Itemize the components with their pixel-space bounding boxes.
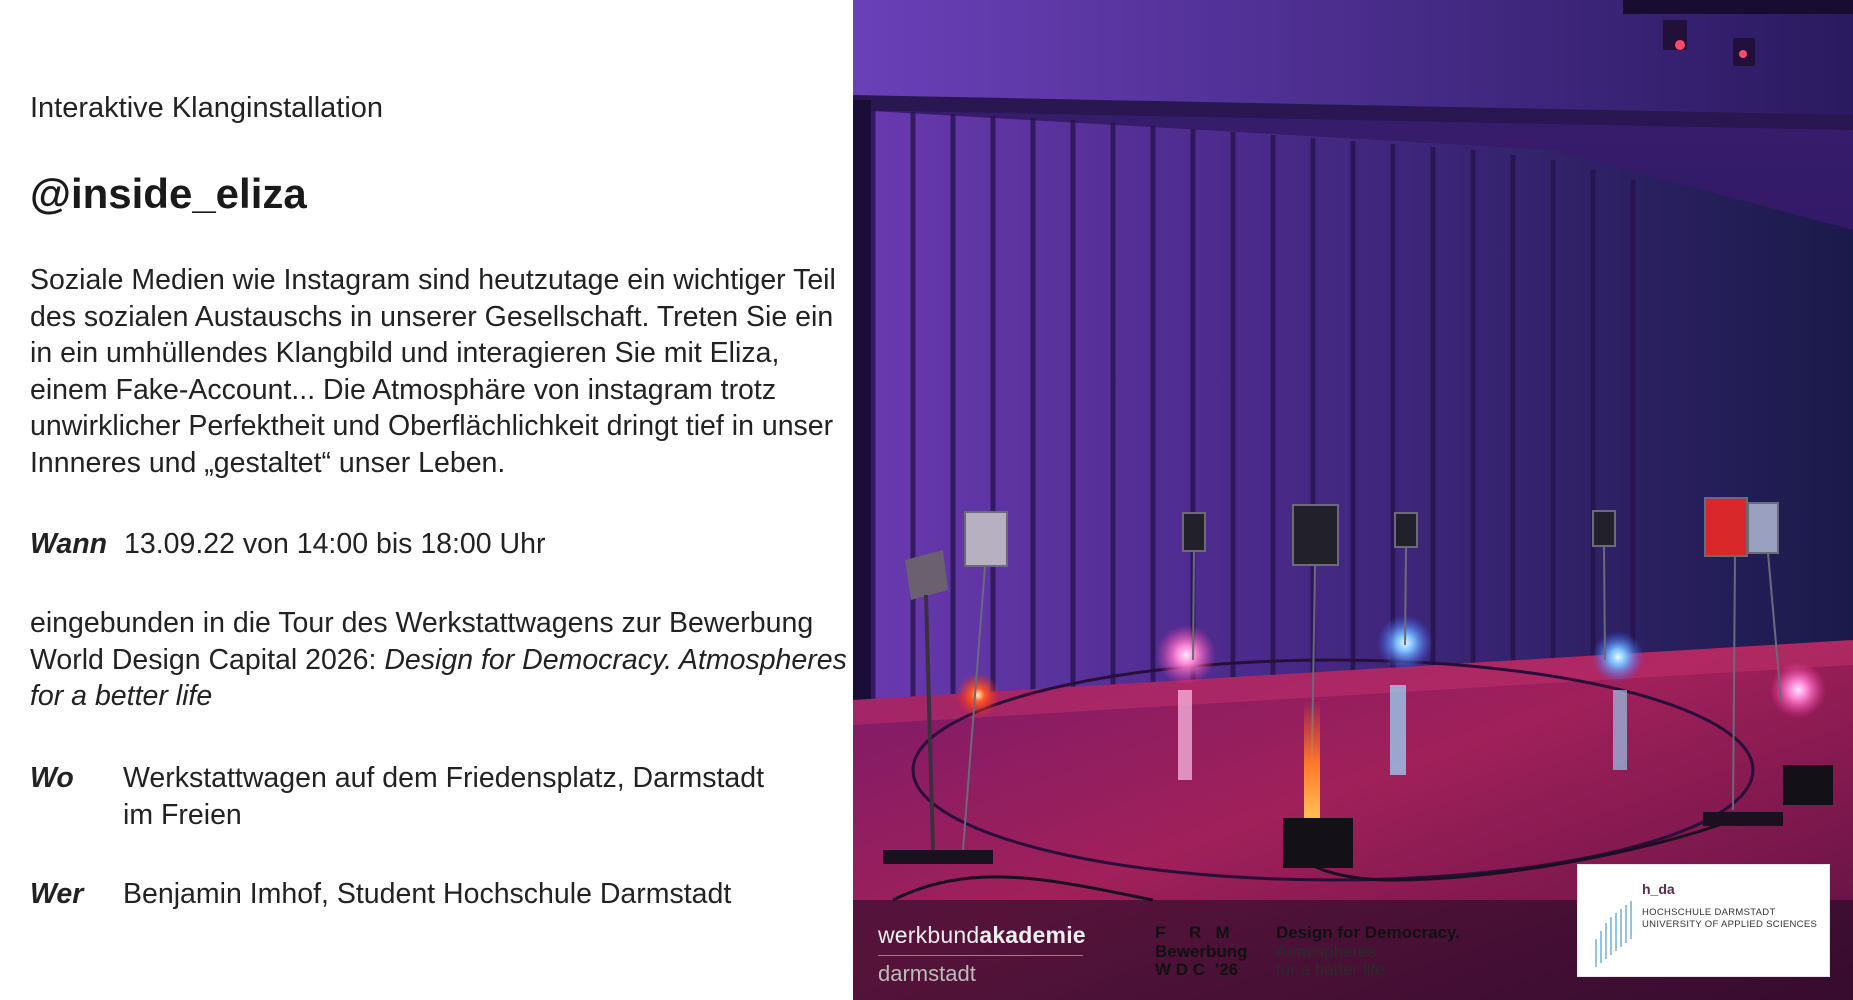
text-panel <box>0 0 853 1000</box>
akademie-text: akademie <box>979 922 1086 948</box>
tour-intro: eingebunden in die Tour des Werkstattwagens zur Bewerbung World Design Capital 2026: <box>30 607 814 676</box>
who-value: Benjamin Imhof, Student Hochschule Darmstadt <box>123 878 732 910</box>
installation-photo <box>853 0 1853 1000</box>
werkbund-city: darmstadt <box>878 961 976 986</box>
design-for-democracy-logo <box>1276 924 1460 980</box>
dfd-line1: Design for Democracy. <box>1276 923 1460 942</box>
form-wdc-logo <box>1155 924 1248 980</box>
kicker-label: Interaktive Klanginstallation <box>30 92 384 124</box>
form-row1: F R M <box>1155 923 1230 942</box>
hda-brand: h_da <box>1642 881 1675 897</box>
tour-motto: Design for Democracy. Atmospheres for a better life <box>30 643 847 712</box>
hda-logo <box>1577 864 1830 977</box>
form-row3: W D C ’26 <box>1155 960 1239 979</box>
where-line1: Werkstattwagen auf dem Friedensplatz, Darmstadt <box>123 762 764 794</box>
hda-mark-icon <box>1592 899 1636 969</box>
logo-divider <box>878 955 1083 956</box>
when-label: Wann <box>30 528 108 560</box>
werkbundakademie-logo <box>878 922 1086 987</box>
hda-name-line2: UNIVERSITY OF APPLIED SCIENCES <box>1642 919 1818 930</box>
event-description: Soziale Medien wie Instagram sind heutzutage ein wichtiger Teil des sozialen Austauschs in unserer Gesellschaft. Treten Sie ein in ein umhüllendes Klangbild und interagieren Sie mit Eliza, einem Fake-Account... Die Atmosphäre von instagram trotz unwirklicher Perfektheit und Oberflächlichkeit dringt tief in unser Innneres und „gestaltet“ unser Leben. <box>30 264 836 479</box>
hda-name-line1: HOCHSCHULE DARMSTADT <box>1642 907 1776 918</box>
form-row2: Bewerbung <box>1155 941 1248 961</box>
werkbund-text: werkbund <box>878 922 980 948</box>
who-label: Wer <box>30 878 84 910</box>
event-title: @inside_eliza <box>30 170 307 217</box>
dfd-line3: for a better life <box>1276 960 1385 979</box>
where-line2: im Freien <box>123 798 242 831</box>
where-label: Wo <box>30 762 74 794</box>
when-value: 13.09.22 von 14:00 bis 18:00 Uhr <box>124 528 546 560</box>
tour-text <box>30 605 850 715</box>
dfd-line2: Atmospheres <box>1276 941 1377 961</box>
